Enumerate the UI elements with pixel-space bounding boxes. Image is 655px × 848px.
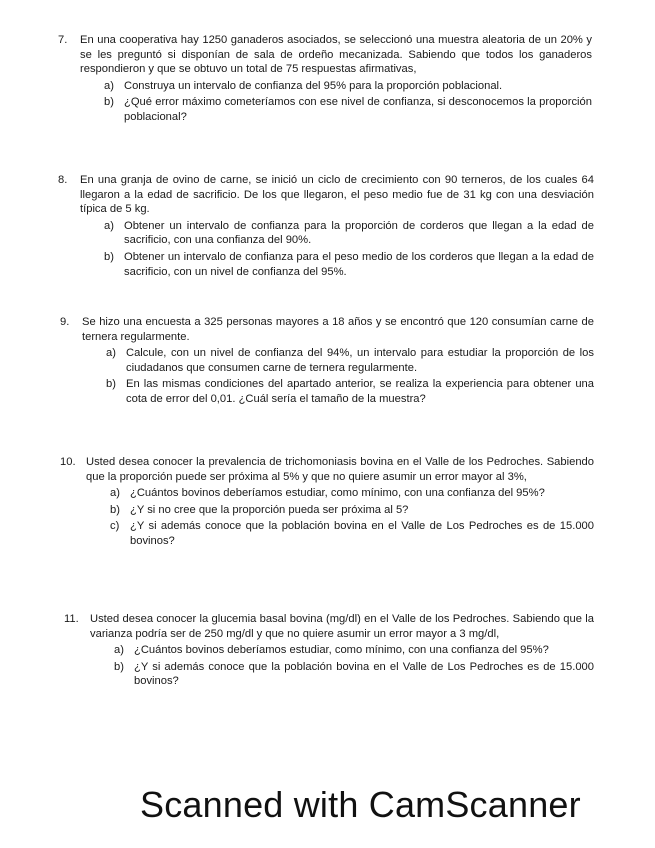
subquestion-b	[110, 503, 594, 518]
problem-number: 7.	[58, 34, 68, 46]
subquestion-text: Calcule, con un nivel de confianza del 94%, un intervalo para estudiar la proporción de los ciudadanos que consumen carne de ternera regularmente.	[126, 347, 594, 374]
problem-8	[58, 173, 594, 279]
subquestion-a	[106, 346, 594, 375]
subquestion-text: ¿Cuántos bovinos deberíamos estudiar, como mínimo, con una confianza del 95%?	[134, 644, 549, 657]
subquestion-text: Construya un intervalo de confianza del 95% para la proporción poblacional.	[124, 79, 503, 92]
subquestion-text: ¿Y si además conoce que la población bovina en el Valle de Los Pedroches es de 15.000 bovinos?	[130, 520, 594, 547]
subquestion-text: ¿Cuántos bovinos deberíamos estudiar, como mínimo, con una confianza del 95%?	[130, 487, 545, 500]
problem-number: 9.	[60, 316, 70, 328]
problem-text: Se hizo una encuesta a 325 personas mayores a 18 años y se encontró que 120 consumían carne de ternera regularmente.	[82, 316, 594, 343]
subquestion-label: a)	[106, 347, 116, 360]
subquestion-b	[114, 660, 594, 689]
subquestion-label: a)	[104, 79, 114, 92]
subquestion-label: b)	[106, 378, 116, 391]
subquestion-label: b)	[104, 96, 114, 109]
subquestion-text: ¿Y si no cree que la proporción pueda ser próxima al 5?	[130, 503, 409, 516]
subquestion-b	[106, 377, 594, 406]
subquestion-c	[110, 519, 594, 548]
subquestion-label: b)	[110, 503, 120, 516]
subquestion-text: Obtener un intervalo de confianza para la proporción de corderos que llegan a la edad de sacrificio, con una confianza del 90%.	[124, 219, 594, 247]
subquestion-b	[104, 250, 594, 279]
subquestion-text: En las mismas condiciones del apartado anterior, se realiza la experiencia para obtener una cota de error del 0,01. ¿Cuál sería el tamaño de la muestra?	[126, 378, 594, 405]
subquestion-a	[104, 79, 592, 94]
subquestion-label: c)	[110, 520, 120, 533]
camscanner-watermark: Scanned with CamScanner	[140, 784, 581, 825]
subquestion-text: Obtener un intervalo de confianza para el peso medio de los corderos que llegan a la edad de sacrificio, con un nivel de confianza del 95%.	[124, 250, 594, 278]
problem-number: 10.	[60, 456, 76, 468]
subquestion-a	[110, 486, 594, 501]
problem-number: 11.	[64, 613, 79, 625]
subquestion-label: b)	[104, 250, 114, 263]
subquestion-label: a)	[114, 644, 124, 657]
subquestion-a	[104, 219, 594, 248]
problem-text: Usted desea conocer la prevalencia de trichomoniasis bovina en el Valle de los Pedroches. Sabiendo que la proporción puede ser próxima al 5% y que no quiere asumir un error mayor al 3%,	[86, 456, 594, 483]
problem-10	[60, 455, 594, 549]
subquestion-b	[104, 95, 592, 124]
problem-text: En una granja de ovino de carne, se inició un ciclo de crecimiento con 90 terneros, de los cuales 64 llegaron a la edad de sacrificio. De los que llegaron, el peso medio fue de 31 kg con una desviación típica de 5 kg.	[80, 174, 594, 216]
problem-11	[64, 612, 594, 689]
subquestion-text: ¿Qué error máximo cometeríamos con ese nivel de confianza, si desconocemos la proporción poblacional?	[124, 96, 592, 123]
subquestion-label: b)	[114, 660, 124, 673]
problem-text: En una cooperativa hay 1250 ganaderos asociados, se seleccionó una muestra aleatoria de un 20% y se les preguntó si disponían de sala de ordeño mecanizada. Sabiendo que todos los ganaderos respondieron y que se obtuvo un total de 75 respuestas afirmativas,	[80, 34, 592, 76]
subquestion-label: a)	[110, 487, 120, 500]
subquestion-a	[114, 643, 594, 658]
subquestion-label: a)	[104, 219, 114, 232]
problem-number: 8.	[58, 174, 68, 186]
problem-7	[58, 33, 592, 125]
problem-text: Usted desea conocer la glucemia basal bovina (mg/dl) en el Valle de los Pedroches. Sabiendo que la varianza podría ser de 250 mg/dl y que no quiere asumir un error mayor a 3 mg/dl,	[90, 613, 594, 640]
problem-9	[60, 315, 594, 407]
subquestion-text: ¿Y si además conoce que la población bovina en el Valle de Los Pedroches es de 15.000 bovinos?	[134, 660, 594, 688]
